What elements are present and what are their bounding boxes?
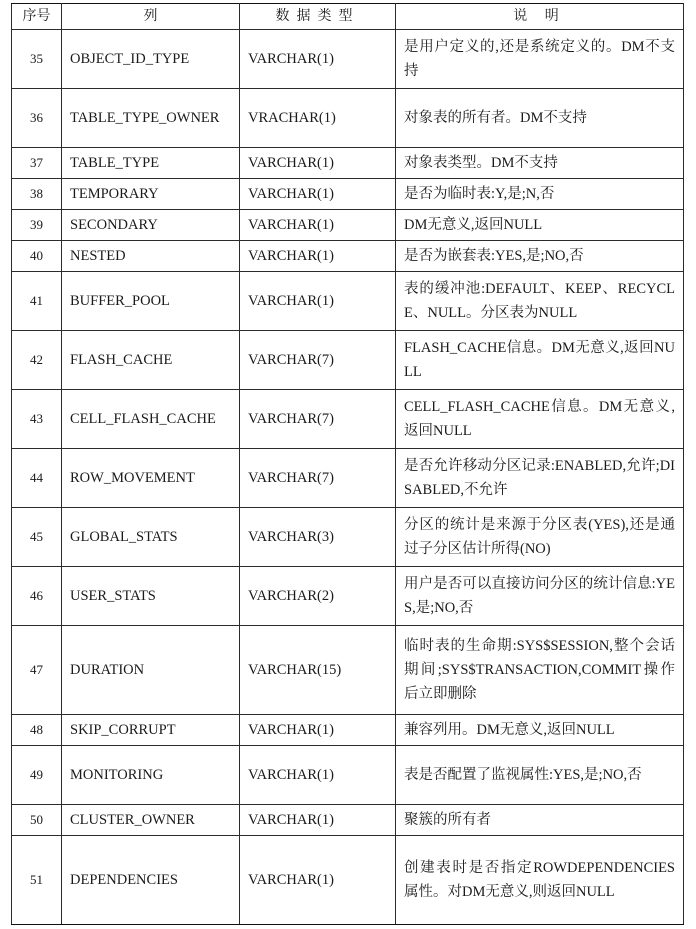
- column-name: CELL_FLASH_CACHE: [62, 390, 240, 449]
- column-name: SKIP_CORRUPT: [62, 715, 240, 746]
- column-name: USER_STATS: [62, 567, 240, 626]
- table-row: [12, 836, 684, 925]
- row-number: 42: [12, 331, 62, 390]
- table-row: [12, 148, 684, 179]
- data-type: VARCHAR(1): [240, 148, 396, 179]
- row-number: 41: [12, 272, 62, 331]
- column-name: CLUSTER_OWNER: [62, 805, 240, 836]
- table-row: [12, 241, 684, 272]
- table-row: [12, 626, 684, 715]
- row-number: 36: [12, 89, 62, 148]
- data-type: VARCHAR(3): [240, 508, 396, 567]
- description: 是否为嵌套表:YES,是;NO,否: [396, 241, 684, 272]
- data-type: VARCHAR(7): [240, 331, 396, 390]
- column-name: MONITORING: [62, 746, 240, 805]
- description: 表是否配置了监视属性:YES,是;NO,否: [396, 746, 684, 805]
- header-no: 序号: [12, 4, 62, 30]
- row-number: 37: [12, 148, 62, 179]
- table-row: [12, 746, 684, 805]
- row-number: 49: [12, 746, 62, 805]
- description: 表的缓冲池:DEFAULT、KEEP、RECYCLE、NULL。分区表为NULL: [396, 272, 684, 331]
- table-row: [12, 89, 684, 148]
- table-row: [12, 210, 684, 241]
- description: 用户是否可以直接访问分区的统计信息:YES,是;NO,否: [396, 567, 684, 626]
- column-name: TEMPORARY: [62, 179, 240, 210]
- row-number: 35: [12, 30, 62, 89]
- description: 对象表的所有者。DM不支持: [396, 89, 684, 148]
- column-name: TABLE_TYPE: [62, 148, 240, 179]
- column-name: SECONDARY: [62, 210, 240, 241]
- table-row: [12, 331, 684, 390]
- column-description-table: [11, 3, 684, 925]
- row-number: 50: [12, 805, 62, 836]
- row-number: 44: [12, 449, 62, 508]
- table-row: [12, 179, 684, 210]
- data-type: VARCHAR(7): [240, 390, 396, 449]
- data-type: VARCHAR(1): [240, 241, 396, 272]
- data-type: VARCHAR(1): [240, 210, 396, 241]
- data-type: VARCHAR(1): [240, 805, 396, 836]
- column-name: NESTED: [62, 241, 240, 272]
- row-number: 45: [12, 508, 62, 567]
- description: 兼容列用。DM无意义,返回NULL: [396, 715, 684, 746]
- table-row: [12, 449, 684, 508]
- header-datatype: 数据类型: [240, 4, 396, 30]
- table-row: [12, 272, 684, 331]
- table-row: [12, 805, 684, 836]
- data-type: VARCHAR(1): [240, 30, 396, 89]
- column-name: TABLE_TYPE_OWNER: [62, 89, 240, 148]
- description: DM无意义,返回NULL: [396, 210, 684, 241]
- column-name: OBJECT_ID_TYPE: [62, 30, 240, 89]
- data-type: VARCHAR(1): [240, 272, 396, 331]
- data-type: VARCHAR(2): [240, 567, 396, 626]
- table-row: [12, 715, 684, 746]
- row-number: 51: [12, 836, 62, 925]
- column-name: DEPENDENCIES: [62, 836, 240, 925]
- row-number: 39: [12, 210, 62, 241]
- header-column: 列: [62, 4, 240, 30]
- row-number: 48: [12, 715, 62, 746]
- description: 聚簇的所有者: [396, 805, 684, 836]
- header-description: 说 明: [396, 4, 684, 30]
- header-row: [12, 4, 684, 30]
- data-type: VARCHAR(1): [240, 746, 396, 805]
- description: CELL_FLASH_CACHE信息。DM无意义,返回NULL: [396, 390, 684, 449]
- data-type: VARCHAR(1): [240, 179, 396, 210]
- table-row: [12, 508, 684, 567]
- data-type: VRACHAR(1): [240, 89, 396, 148]
- column-name: FLASH_CACHE: [62, 331, 240, 390]
- description: 创建表时是否指定ROWDEPENDENCIES属性。对DM无意义,则返回NULL: [396, 836, 684, 925]
- table-row: [12, 390, 684, 449]
- table-row: [12, 567, 684, 626]
- description: 是否允许移动分区记录:ENABLED,允许;DISABLED,不允许: [396, 449, 684, 508]
- description: 是否为临时表:Y,是;N,否: [396, 179, 684, 210]
- description: 是用户定义的,还是系统定义的。DM不支持: [396, 30, 684, 89]
- description: 分区的统计是来源于分区表(YES),还是通过子分区估计所得(NO): [396, 508, 684, 567]
- column-name: BUFFER_POOL: [62, 272, 240, 331]
- column-name: ROW_MOVEMENT: [62, 449, 240, 508]
- description: FLASH_CACHE信息。DM无意义,返回NULL: [396, 331, 684, 390]
- row-number: 40: [12, 241, 62, 272]
- data-type: VARCHAR(1): [240, 836, 396, 925]
- data-type: VARCHAR(1): [240, 715, 396, 746]
- data-type: VARCHAR(7): [240, 449, 396, 508]
- column-name: DURATION: [62, 626, 240, 715]
- description: 对象表类型。DM不支持: [396, 148, 684, 179]
- row-number: 47: [12, 626, 62, 715]
- data-type: VARCHAR(15): [240, 626, 396, 715]
- row-number: 46: [12, 567, 62, 626]
- table-body: [12, 30, 684, 925]
- column-name: GLOBAL_STATS: [62, 508, 240, 567]
- row-number: 38: [12, 179, 62, 210]
- row-number: 43: [12, 390, 62, 449]
- table-row: [12, 30, 684, 89]
- description: 临时表的生命期:SYS$SESSION,整个会话期间;SYS$TRANSACTION,COMMIT操作后立即删除: [396, 626, 684, 715]
